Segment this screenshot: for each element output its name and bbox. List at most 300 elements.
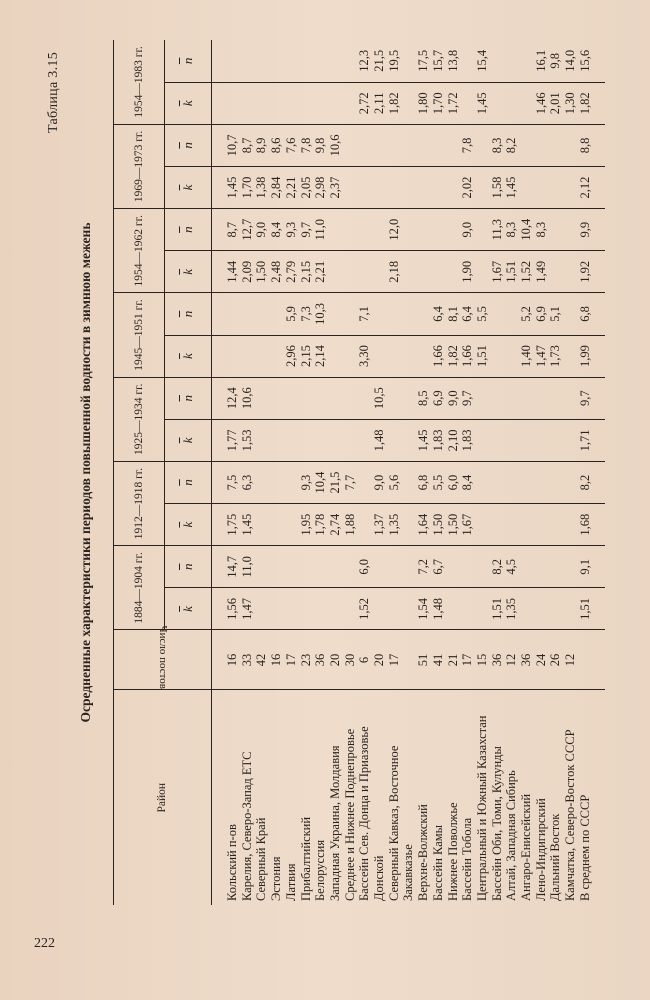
n-mean-value: [416, 209, 431, 251]
table-row: [548, 40, 563, 905]
n-mean-value: 9,0: [254, 209, 269, 251]
posts-count: 6: [357, 630, 372, 690]
k-mean-value: [313, 588, 328, 630]
posts-count: 20: [372, 630, 387, 690]
n-mean-value: 15,7: [431, 40, 446, 82]
n-mean-value: 8,4: [460, 461, 475, 503]
posts-count: 24: [534, 630, 549, 690]
k-mean-value: 1,52: [357, 588, 372, 630]
n-mean-value: [343, 546, 358, 588]
n-mean-value: [490, 40, 505, 82]
posts-count: 23: [299, 630, 314, 690]
k-mean-value: 2,21: [284, 166, 299, 208]
n-mean-value: 9,7: [460, 377, 475, 419]
k-mean-value: [284, 504, 299, 546]
n-mean-value: [534, 461, 549, 503]
k-mean-value: [475, 251, 490, 293]
n-mean-value: 7,1: [357, 293, 372, 335]
k-mean-value: 1,37: [372, 504, 387, 546]
n-mean-value: 15,6: [578, 40, 605, 82]
k-mean-value: [446, 588, 461, 630]
n-mean-value: 6,9: [534, 293, 549, 335]
k-mean-value: [534, 504, 549, 546]
n-mean-value: 8,7: [212, 209, 240, 251]
k-mean-value: [240, 335, 255, 377]
period-header: 1969—1973 гг.: [114, 124, 165, 208]
k-mean-value: 1,47: [240, 588, 255, 630]
table-row: [534, 40, 549, 905]
n-mean-header: [165, 461, 212, 503]
k-mean-value: [504, 82, 519, 124]
n-mean-value: [284, 461, 299, 503]
table-row: [519, 40, 534, 905]
n-mean-value: 6,4: [460, 293, 475, 335]
n-mean-header: [165, 124, 212, 166]
k-mean-value: [504, 335, 519, 377]
k-mean-value: 1,66: [431, 335, 446, 377]
n-mean-value: 5,6: [387, 461, 416, 503]
k-mean-value: 1,54: [416, 588, 431, 630]
k-mean-header: [165, 419, 212, 461]
k-mean-value: [475, 588, 490, 630]
k-mean-value: [475, 166, 490, 208]
n-mean-value: 21,5: [328, 461, 343, 503]
k-mean-value: [563, 419, 578, 461]
k-mean-value: [387, 419, 416, 461]
k-mean-value: [490, 419, 505, 461]
period-header: 1954—1962 гг.: [114, 209, 165, 293]
posts-count: 36: [519, 630, 534, 690]
symbol-label: $\overline{n}$: [179, 479, 195, 486]
k-mean-value: 1,45: [240, 504, 255, 546]
k-mean-value: [299, 588, 314, 630]
k-mean-value: 1,83: [460, 419, 475, 461]
k-mean-value: 1,38: [254, 166, 269, 208]
n-mean-value: [519, 377, 534, 419]
posts-count: 42: [254, 630, 269, 690]
k-mean-value: 2,01: [548, 82, 563, 124]
k-mean-value: 1,50: [431, 504, 446, 546]
k-mean-value: 1,64: [416, 504, 431, 546]
n-mean-value: 9,1: [578, 546, 605, 588]
period-header: 1954—1983 гг.: [114, 40, 165, 124]
k-mean-value: [328, 335, 343, 377]
posts-count: [578, 630, 605, 690]
k-mean-value: [357, 166, 372, 208]
k-mean-value: 2,72: [357, 82, 372, 124]
n-mean-value: 12,7: [240, 209, 255, 251]
k-mean-value: [563, 166, 578, 208]
table-row: [212, 40, 240, 905]
n-mean-value: [313, 40, 328, 82]
k-mean-value: [212, 82, 240, 124]
n-mean-value: 11,3: [490, 209, 505, 251]
k-mean-value: 1,80: [416, 82, 431, 124]
n-mean-value: 8,4: [269, 209, 284, 251]
posts-count: 17: [284, 630, 299, 690]
table-number: Таблица 3.15: [46, 52, 61, 133]
n-mean-value: [490, 461, 505, 503]
k-mean-value: [387, 166, 416, 208]
n-mean-value: 10,3: [313, 293, 328, 335]
region-label: Центральный и Южный Казахстан: [474, 715, 489, 901]
n-mean-value: [504, 40, 519, 82]
region-label: Латвия: [283, 863, 298, 901]
k-mean-value: 1,88: [343, 504, 358, 546]
n-mean-value: [475, 124, 490, 166]
n-mean-value: 13,8: [446, 40, 461, 82]
n-mean-value: 6,0: [357, 546, 372, 588]
posts-count: 36: [313, 630, 328, 690]
n-mean-value: 7,2: [416, 546, 431, 588]
n-mean-value: [254, 293, 269, 335]
n-mean-value: 6,7: [431, 546, 446, 588]
k-mean-value: 2,02: [460, 166, 475, 208]
region-label: Камчатка, Северо-Восток СССР: [563, 729, 578, 901]
region-label: Лено-Индигирский: [533, 798, 548, 901]
n-mean-value: [490, 293, 505, 335]
k-mean-value: 1,58: [490, 166, 505, 208]
n-mean-value: [460, 546, 475, 588]
n-mean-value: [313, 546, 328, 588]
posts-count: 21: [446, 630, 461, 690]
n-mean-value: [212, 40, 240, 82]
n-mean-value: [416, 293, 431, 335]
n-mean-value: [343, 40, 358, 82]
k-mean-value: 1,90: [460, 251, 475, 293]
table-row: [328, 40, 343, 905]
k-mean-value: [357, 419, 372, 461]
k-mean-value: 2,84: [269, 166, 284, 208]
k-mean-value: [519, 504, 534, 546]
n-mean-value: [343, 377, 358, 419]
n-mean-header: [165, 293, 212, 335]
k-mean-value: [460, 82, 475, 124]
n-mean-value: [548, 124, 563, 166]
region-label: Бассейн Сев. Донца и Приазовье: [357, 726, 372, 901]
k-mean-value: 1,45: [212, 166, 240, 208]
n-mean-value: 8,7: [240, 124, 255, 166]
symbol-label: $\overline{k}$: [179, 100, 195, 107]
k-mean-value: [328, 588, 343, 630]
n-mean-value: 7,8: [299, 124, 314, 166]
n-mean-value: [490, 377, 505, 419]
n-mean-value: [446, 209, 461, 251]
k-mean-value: 1,78: [313, 504, 328, 546]
table-row: [446, 40, 461, 905]
n-mean-value: 7,5: [212, 461, 240, 503]
region-label: Бассейн Оби, Томи, Кулунды: [489, 746, 504, 901]
k-mean-header: [165, 335, 212, 377]
n-mean-value: [343, 209, 358, 251]
k-mean-value: 1,50: [446, 504, 461, 546]
table-row: [284, 40, 299, 905]
k-mean-value: [328, 251, 343, 293]
n-mean-value: 8,6: [269, 124, 284, 166]
k-mean-value: [534, 419, 549, 461]
n-mean-header: [165, 546, 212, 588]
k-mean-value: [563, 335, 578, 377]
k-mean-value: [548, 504, 563, 546]
n-mean-value: 12,0: [387, 209, 416, 251]
k-mean-value: 3,30: [357, 335, 372, 377]
n-mean-value: 14,7: [212, 546, 240, 588]
n-mean-value: 11,0: [313, 209, 328, 251]
n-mean-value: [328, 40, 343, 82]
n-mean-value: [446, 124, 461, 166]
table-row: [563, 40, 578, 905]
k-mean-value: [343, 588, 358, 630]
posts-count: 16: [212, 630, 240, 690]
k-mean-value: [504, 504, 519, 546]
k-mean-value: 2,10: [446, 419, 461, 461]
k-mean-value: 1,95: [299, 504, 314, 546]
period-header: 1925—1934 гг.: [114, 377, 165, 461]
k-mean-value: [343, 251, 358, 293]
n-mean-value: 14,0: [563, 40, 578, 82]
k-mean-value: 1,50: [254, 251, 269, 293]
n-mean-value: 5,5: [431, 461, 446, 503]
symbol-label: $\overline{k}$: [179, 437, 195, 444]
k-mean-value: 1,44: [212, 251, 240, 293]
n-mean-value: [534, 124, 549, 166]
k-mean-value: [519, 166, 534, 208]
k-mean-value: [475, 419, 490, 461]
k-mean-value: 1,82: [387, 82, 416, 124]
k-mean-value: [416, 166, 431, 208]
n-mean-value: [534, 546, 549, 588]
k-mean-value: [519, 419, 534, 461]
n-mean-value: [563, 124, 578, 166]
k-mean-value: [548, 419, 563, 461]
n-mean-value: 7,3: [299, 293, 314, 335]
k-mean-value: 1,92: [578, 251, 605, 293]
k-mean-value: 1,51: [490, 588, 505, 630]
k-mean-value: [343, 335, 358, 377]
n-mean-value: 6,8: [416, 461, 431, 503]
k-mean-value: 1,35: [387, 504, 416, 546]
k-mean-value: 1,72: [446, 82, 461, 124]
k-mean-header: [165, 82, 212, 124]
k-mean-value: 1,70: [431, 82, 446, 124]
n-mean-value: 9,3: [299, 461, 314, 503]
table-row: [475, 40, 490, 905]
k-mean-value: 1,48: [431, 588, 446, 630]
period-header: 1884—1904 гг.: [114, 546, 165, 630]
table-row: [299, 40, 314, 905]
n-mean-value: [269, 293, 284, 335]
k-mean-value: [357, 251, 372, 293]
n-mean-value: [519, 40, 534, 82]
n-mean-value: [328, 546, 343, 588]
n-mean-value: 11,0: [240, 546, 255, 588]
table-row: [357, 40, 372, 905]
symbol-label: $\overline{n}$: [179, 563, 195, 571]
k-mean-value: 1,68: [578, 504, 605, 546]
k-mean-value: [254, 419, 269, 461]
k-mean-header: [165, 504, 212, 546]
k-mean-value: [212, 335, 240, 377]
k-mean-value: 1,71: [578, 419, 605, 461]
posts-count: 41: [431, 630, 446, 690]
table-row: [240, 40, 255, 905]
n-mean-value: 10,4: [313, 461, 328, 503]
n-mean-value: 5,2: [519, 293, 534, 335]
n-mean-value: [343, 124, 358, 166]
n-mean-value: [254, 377, 269, 419]
k-mean-value: 1,51: [475, 335, 490, 377]
n-mean-value: 17,5: [416, 40, 431, 82]
k-mean-value: [254, 82, 269, 124]
table-row: [490, 40, 505, 905]
n-mean-value: [504, 461, 519, 503]
k-mean-value: 2,21: [313, 251, 328, 293]
k-mean-value: [534, 166, 549, 208]
k-mean-value: [519, 588, 534, 630]
k-mean-value: [446, 166, 461, 208]
posts-count: 16: [269, 630, 284, 690]
region-label: Бассейн Камы: [430, 824, 445, 901]
symbol-label: $\overline{n}$: [179, 394, 195, 402]
n-mean-value: 10,6: [240, 377, 255, 419]
k-mean-value: 1,73: [548, 335, 563, 377]
posts-count: 17: [387, 630, 416, 690]
k-mean-value: 1,75: [212, 504, 240, 546]
n-mean-value: [475, 209, 490, 251]
k-mean-value: [534, 588, 549, 630]
n-mean-value: [548, 377, 563, 419]
k-mean-value: 1,45: [416, 419, 431, 461]
n-mean-value: [563, 461, 578, 503]
table-row: [372, 40, 387, 905]
region-label: Верхне-Волжский: [416, 804, 431, 901]
n-mean-value: [372, 546, 387, 588]
n-mean-value: [299, 377, 314, 419]
k-mean-value: 2,15: [299, 251, 314, 293]
k-mean-value: [269, 82, 284, 124]
region-label: Западная Украина, Молдавия: [327, 745, 342, 901]
n-mean-value: [387, 124, 416, 166]
n-mean-value: [519, 546, 534, 588]
k-mean-value: [548, 251, 563, 293]
n-mean-value: [240, 40, 255, 82]
n-mean-value: [212, 293, 240, 335]
symbol-label: $\overline{k}$: [179, 268, 195, 275]
k-mean-value: [269, 588, 284, 630]
n-mean-value: [563, 209, 578, 251]
k-mean-value: 1,99: [578, 335, 605, 377]
n-mean-value: 8,2: [504, 124, 519, 166]
period-header: 1912—1918 гг.: [114, 461, 165, 545]
period-header: 1945—1951 гг.: [114, 293, 165, 377]
k-mean-value: 1,83: [431, 419, 446, 461]
n-mean-value: [357, 209, 372, 251]
n-mean-value: 15,4: [475, 40, 490, 82]
k-mean-value: [357, 504, 372, 546]
n-mean-value: 21,5: [372, 40, 387, 82]
n-mean-value: 8,5: [416, 377, 431, 419]
k-mean-value: [372, 166, 387, 208]
symbol-label: $\overline{n}$: [179, 310, 195, 318]
n-mean-value: [328, 209, 343, 251]
n-mean-value: 8,2: [490, 546, 505, 588]
k-mean-value: [387, 335, 416, 377]
k-mean-header: [165, 588, 212, 630]
k-mean-value: 1,67: [490, 251, 505, 293]
k-mean-value: [328, 419, 343, 461]
symbol-label: $\overline{n}$: [179, 226, 195, 233]
n-mean-value: 5,1: [548, 293, 563, 335]
k-mean-value: [313, 82, 328, 124]
k-mean-value: [490, 82, 505, 124]
k-mean-value: [284, 419, 299, 461]
n-mean-value: [548, 209, 563, 251]
n-mean-value: [504, 293, 519, 335]
k-mean-value: [563, 251, 578, 293]
region-label: В среднем по СССР: [577, 794, 592, 901]
k-mean-value: [343, 82, 358, 124]
table-row: [387, 40, 416, 905]
region-label: Кольский п-ов: [225, 824, 239, 901]
k-mean-value: 2,96: [284, 335, 299, 377]
n-mean-value: 4,5: [504, 546, 519, 588]
k-mean-value: [372, 251, 387, 293]
k-mean-value: [343, 166, 358, 208]
n-mean-value: [563, 546, 578, 588]
region-label: Северный Край: [254, 817, 269, 901]
k-mean-value: 1,35: [504, 588, 519, 630]
k-mean-value: [490, 504, 505, 546]
k-mean-value: 2,14: [313, 335, 328, 377]
n-mean-value: 6,8: [578, 293, 605, 335]
k-mean-value: 1,53: [240, 419, 255, 461]
symbol-label: $\overline{k}$: [179, 606, 195, 612]
k-mean-value: 1,48: [372, 419, 387, 461]
posts-count: 17: [460, 630, 475, 690]
n-mean-value: 9,0: [460, 209, 475, 251]
n-mean-value: [343, 293, 358, 335]
symbol-label: $\overline{k}$: [179, 184, 195, 191]
n-mean-value: 10,7: [212, 124, 240, 166]
k-mean-value: [446, 251, 461, 293]
k-mean-value: 1,51: [578, 588, 605, 630]
k-mean-value: [372, 588, 387, 630]
n-mean-value: [548, 546, 563, 588]
k-mean-value: [416, 335, 431, 377]
n-mean-value: 5,5: [475, 293, 490, 335]
region-label: Донской: [372, 855, 387, 901]
n-mean-value: 10,4: [519, 209, 534, 251]
n-mean-value: [240, 293, 255, 335]
n-mean-value: [357, 124, 372, 166]
n-mean-value: [328, 293, 343, 335]
k-mean-value: [460, 588, 475, 630]
k-mean-value: 1,70: [240, 166, 255, 208]
k-mean-value: [313, 419, 328, 461]
water-periods-table: [113, 40, 605, 905]
k-mean-value: [548, 166, 563, 208]
k-mean-value: [254, 335, 269, 377]
k-mean-value: [269, 335, 284, 377]
k-mean-value: [343, 419, 358, 461]
n-mean-value: [534, 377, 549, 419]
n-mean-value: [313, 377, 328, 419]
n-mean-value: [475, 377, 490, 419]
table-row: [313, 40, 328, 905]
k-mean-value: 1,47: [534, 335, 549, 377]
n-mean-value: [519, 461, 534, 503]
region-label: Бассейн Тобола: [460, 817, 475, 901]
